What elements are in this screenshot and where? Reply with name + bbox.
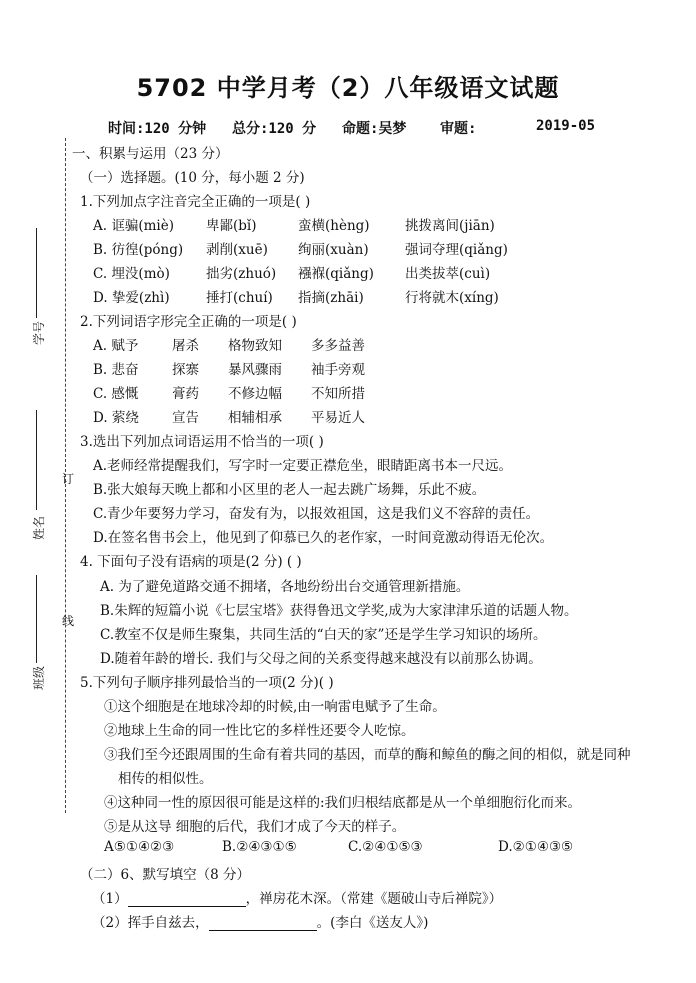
q4-opt-d: D.随着年龄的增长. 我们与父母之间的关系变得越来越没有以前那么协调。 <box>100 651 542 667</box>
q5-opt-a: A⑤①④②③ <box>104 839 175 855</box>
fill-item-2-num: （2） <box>92 915 128 931</box>
q2-opt-b-4: 袖手旁观 <box>311 362 365 378</box>
section1-heading: 一、积累与运用（23 分） <box>72 146 229 162</box>
q5-opt-d: D.②①④③⑤ <box>498 839 574 855</box>
q5-opt-c: C.②④①⑤③ <box>348 839 423 855</box>
q1-opt-b-3: 绚丽(xuàn) <box>298 242 369 258</box>
q1-opt-c-4: 出类拔萃(cuì) <box>405 266 491 282</box>
q1-opt-a-2: 卑鄙(bǐ) <box>206 218 257 234</box>
q2-opt-c-1: C. 感慨 <box>93 386 139 402</box>
q1-opt-d-4: 行将就木(xíng) <box>405 290 499 306</box>
q1-opt-d-1: D. 挚爱(zhì) <box>93 290 170 306</box>
q3-opt-b: B.张大娘每天晚上都和小区里的老人一起去跳广场舞，乐此不疲。 <box>93 482 486 498</box>
q5-opt-b: B.②④③①⑤ <box>222 839 297 855</box>
q2-stem: 2.下列词语字形完全正确的一项是( ) <box>80 314 297 330</box>
q1-opt-b-4: 强词夺理(qiǎng) <box>405 242 508 258</box>
q2-opt-d-1: D. 萦绕 <box>93 410 139 426</box>
q2-opt-d-3: 相辅相承 <box>228 410 282 426</box>
q1-opt-a-3: 蛮横(hèng) <box>298 218 370 234</box>
fill-item-1-blank[interactable] <box>128 892 246 907</box>
q2-opt-b-2: 探寨 <box>172 362 199 378</box>
page-title: 5702 中学月考（2）八年级语文试题 <box>136 74 560 102</box>
meta-time: 时间:120 分钟 <box>108 121 207 137</box>
q1-opt-d-3: 指摘(zhāi) <box>298 290 364 306</box>
name-label: 姓名 <box>32 515 46 540</box>
meta-author: 命题:吴梦 <box>342 121 407 137</box>
q5-sentence-1: ①这个细胞是在地球冷却的时候,由一响雷电赋予了生命。 <box>104 699 446 715</box>
q3-opt-c: C.青少年要努力学习，奋发有为，以报效祖国，这是我们义不容辞的责任。 <box>93 506 540 522</box>
fill-item-1 <box>92 887 502 907</box>
q5-sentence-4: ④这种同一性的原因很可能是这样的:我们归根结底都是从一个单细胞衍化而来。 <box>104 795 582 811</box>
q2-opt-c-4: 不知所措 <box>311 386 365 402</box>
q2-opt-b-1: B. 悲奋 <box>93 362 139 378</box>
q1-opt-d-2: 捶打(chuí) <box>206 290 273 306</box>
meta-reviewer: 审题: <box>440 121 477 137</box>
q5-sentence-3: ③我们至今还跟周围的生命有着共同的基因，而草的酶和鲸鱼的酶之间的相似，就是同种 <box>104 747 631 763</box>
q4-opt-b: B.朱辉的短篇小说《七层宝塔》获得鲁迅文学奖,成为大家津津乐道的话题人物。 <box>100 603 578 619</box>
fill-item-2-before: 挥手自兹去， <box>127 915 209 931</box>
q5-stem: 5.下列句子顺序排列最恰当的一项(2 分)( ) <box>80 675 334 691</box>
q1-opt-b-1: B. 彷徨(póng) <box>93 242 184 258</box>
section1-sub1: （一）选择题。(10 分，每小题 2 分) <box>80 170 305 186</box>
q5-sentence-2: ②地球上生命的同一性比它的多样性还要令人吃惊。 <box>104 723 415 739</box>
meta-date: 2019-05 <box>536 118 596 134</box>
q2-opt-d-2: 宣告 <box>172 410 199 426</box>
fill-item-1-num: （1） <box>92 891 128 907</box>
fill-item-2-after: 。(李白《送友人》) <box>316 915 429 931</box>
q1-opt-a-4: 挑拨离间(jiān) <box>405 218 495 234</box>
q2-opt-a-3: 格物致知 <box>228 338 282 354</box>
student-no-blank <box>36 228 37 318</box>
q3-opt-a: A.老师经常提醒我们，写字时一定要正襟危坐，眼睛距离书本一尺远。 <box>93 458 513 474</box>
q2-opt-a-4: 多多益善 <box>311 338 365 354</box>
q2-opt-b-3: 暴风骤雨 <box>228 362 282 378</box>
q5-sentence-5: ⑤是从这导 细胞的后代，我们才成了今天的样子。 <box>104 819 406 835</box>
student-no-label: 学号 <box>32 320 46 345</box>
q1-opt-c-3: 襁褓(qiǎng) <box>298 266 374 282</box>
q1-opt-b-2: 剥削(xuē) <box>206 242 268 258</box>
class-label: 班级 <box>32 665 46 690</box>
q2-opt-d-4: 平易近人 <box>311 410 365 426</box>
q2-opt-a-1: A. 赋予 <box>93 338 139 354</box>
seal-ding: 订 <box>62 472 75 486</box>
q4-stem: 4. 下面句子没有语病的项是(2 分) ( ) <box>80 554 302 570</box>
meta-score: 总分:120 分 <box>232 121 317 137</box>
q1-opt-c-1: C. 埋没(mò) <box>93 266 170 282</box>
q3-stem: 3.选出下列加点词语运用不恰当的一项( ) <box>80 434 324 450</box>
q4-opt-c: C.教室不仅是师生聚集，共同生活的“白天的家”还是学生学习知识的场所。 <box>100 627 547 643</box>
q2-opt-c-3: 不修边幅 <box>228 386 282 402</box>
q2-opt-a-2: 屠杀 <box>172 338 199 354</box>
q1-stem: 1.下列加点字注音完全正确的一项是( ) <box>80 194 311 210</box>
q5-sentence-3-cont: 相传的相似性。 <box>118 771 213 787</box>
q2-opt-c-2: 膏药 <box>172 386 199 402</box>
seal-xian: 线 <box>62 614 75 628</box>
fill-item-1-after: ，禅房花木深。（常建《题破山寺后禅院》） <box>245 891 503 907</box>
section2-heading: （二）6、默写填空（8 分） <box>80 867 250 883</box>
q1-opt-c-2: 拙劣(zhuó) <box>206 266 277 282</box>
q3-opt-d: D.在签名售书会上，他见到了仰慕已久的老作家，一时间竟激动得语无伦次。 <box>93 530 554 546</box>
q4-opt-a: A. 为了避免道路交通不拥堵，各地纷纷出台交通管理新措施。 <box>100 579 470 595</box>
q1-opt-a-1: A. 诓骗(miè) <box>93 218 174 234</box>
class-blank <box>36 575 37 663</box>
fill-item-2 <box>92 911 428 931</box>
name-blank <box>36 410 37 510</box>
fill-item-2-blank[interactable] <box>209 916 317 931</box>
